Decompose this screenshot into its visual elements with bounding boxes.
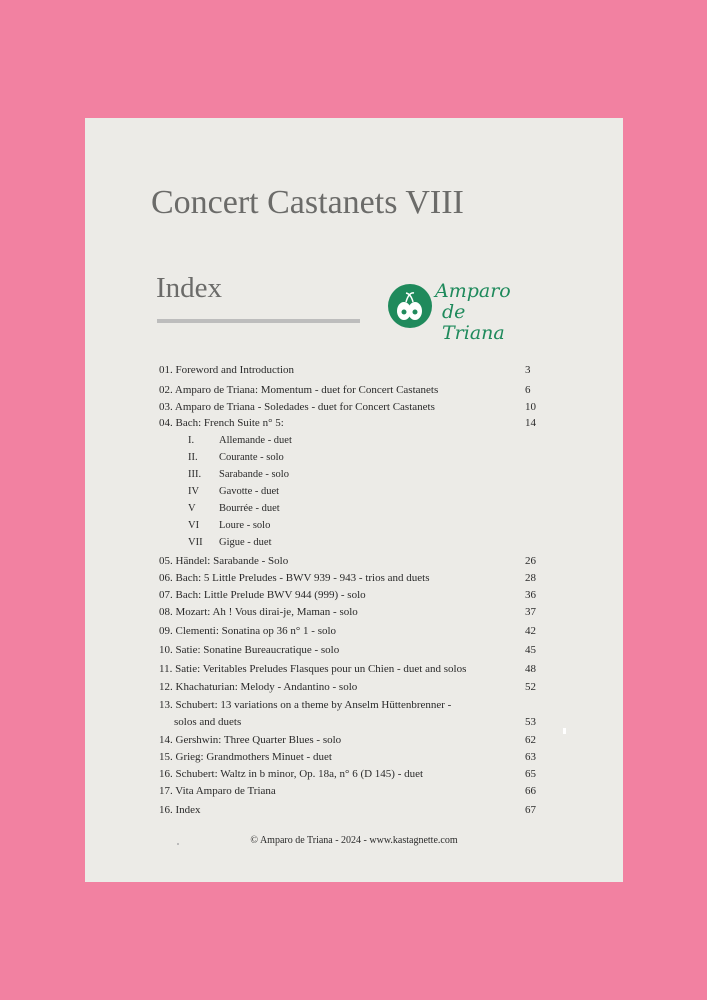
movement-number: II.: [188, 452, 198, 463]
copyright-footer: © Amparo de Triana - 2024 - www.kastagnette.com: [250, 835, 458, 846]
toc-entry: [159, 363, 549, 377]
entry-title: 15. Grieg: Grandmothers Minuet - duet: [159, 751, 332, 763]
entry-page: 52: [525, 681, 536, 693]
movement-item: [188, 451, 284, 465]
toc-entry-continued: [174, 715, 549, 729]
toc-entry: [159, 680, 549, 694]
entry-page: 62: [525, 734, 536, 746]
entry-title: 16. Index: [159, 804, 201, 816]
index-heading: Index: [156, 272, 223, 304]
entry-title: 01. Foreword and Introduction: [159, 364, 295, 376]
toc-entry: [159, 554, 549, 568]
movement-item: [188, 502, 280, 516]
toc-entry: [159, 605, 549, 619]
movement-item: [188, 434, 292, 448]
entry-page: 53: [525, 716, 536, 728]
entry-title: 04. Bach: French Suite n° 5:: [159, 417, 284, 429]
entry-title: 17. Vita Amparo de Triana: [159, 785, 276, 797]
entry-title: 07. Bach: Little Prelude BWV 944 (999) - solo: [159, 589, 366, 601]
movement-item: [188, 468, 289, 482]
entry-page: 45: [525, 644, 536, 656]
movement-number: V: [188, 503, 196, 514]
toc-entry: [159, 767, 549, 781]
logo-line-2: de Triana: [442, 301, 505, 344]
toc-entry: [159, 400, 549, 414]
entry-page: 66: [525, 785, 536, 797]
entry-title: 13. Schubert: 13 variations on a theme by Anselm Hüttenbrenner -: [159, 699, 452, 711]
entry-title: 10. Satie: Sonatine Bureaucratique - solo: [159, 644, 340, 656]
toc-entry: [159, 416, 549, 430]
toc-entry: [159, 383, 549, 397]
movement-title: Bourrée - duet: [219, 503, 280, 514]
movement-title: Courante - solo: [219, 452, 284, 463]
entry-page: 63: [525, 751, 536, 763]
castanets-icon: [388, 284, 432, 328]
book-title: Concert Castanets VIII: [151, 184, 464, 221]
entry-page: 28: [525, 572, 536, 584]
entry-title: 12. Khachaturian: Melody - Andantino - solo: [159, 681, 358, 693]
toc-entry: [159, 624, 549, 638]
entry-title: 14. Gershwin: Three Quarter Blues - solo: [159, 734, 342, 746]
movement-item: [188, 536, 272, 550]
entry-page: 37: [525, 606, 536, 618]
toc-entry: [159, 588, 549, 602]
entry-title: 08. Mozart: Ah ! Vous dirai-je, Maman - solo: [159, 606, 358, 618]
toc-entry: [159, 803, 549, 817]
entry-page: 65: [525, 768, 536, 780]
entry-page: 67: [525, 804, 536, 816]
movement-title: Gavotte - duet: [219, 486, 280, 497]
movement-number: III.: [188, 469, 202, 480]
entry-title: 11. Satie: Veritables Preludes Flasques pour un Chien - duet and solos: [159, 663, 467, 675]
movement-item: [188, 519, 270, 533]
entry-page: 36: [525, 589, 536, 601]
movement-number: I.: [188, 435, 195, 446]
entry-page: 26: [525, 555, 536, 567]
entry-page: 42: [525, 625, 536, 637]
entry-page: 48: [525, 663, 536, 675]
entry-title: 09. Clementi: Sonatina op 36 n° 1 - solo: [159, 625, 337, 637]
amparo-de-triana-logo: [388, 280, 518, 344]
movement-title: Allemande - duet: [219, 435, 292, 446]
movement-number: VI: [188, 520, 200, 531]
logo-line-1: Amparo: [435, 280, 511, 302]
entry-title: 06. Bach: 5 Little Preludes - BWV 939 - 943 - trios and duets: [159, 572, 430, 584]
toc-entry: [159, 784, 549, 798]
toc-entry: [159, 698, 549, 712]
toc-entry: [159, 571, 549, 585]
entry-title: 05. Händel: Sarabande - Solo: [159, 555, 289, 567]
movement-number: VII: [188, 537, 203, 548]
toc-entry: [159, 750, 549, 764]
movement-number: IV: [188, 486, 200, 497]
entry-page: 10: [525, 401, 536, 413]
entry-title: solos and duets: [174, 716, 242, 728]
logo-wordmark: [435, 281, 518, 344]
toc-entry: [159, 643, 549, 657]
movement-title: Gigue - duet: [219, 537, 272, 548]
entry-title: 02. Amparo de Triana: Momentum - duet for Concert Castanets: [159, 384, 439, 396]
movement-title: Loure - solo: [219, 520, 271, 531]
entry-page: 14: [525, 417, 536, 429]
movement-item: [188, 485, 279, 499]
toc-entry: [159, 733, 549, 747]
entry-page: 6: [525, 384, 531, 396]
entry-page: 3: [525, 364, 531, 376]
movement-title: Sarabande - solo: [219, 469, 289, 480]
heading-underline: [157, 319, 360, 323]
entry-title: 16. Schubert: Waltz in b minor, Op. 18a, n° 6 (D 145) - duet: [159, 768, 424, 780]
document-page: [85, 118, 623, 882]
stray-mark: [563, 728, 566, 734]
toc-entry: [159, 662, 549, 676]
entry-title: 03. Amparo de Triana - Soledades - duet for Concert Castanets: [159, 401, 435, 413]
